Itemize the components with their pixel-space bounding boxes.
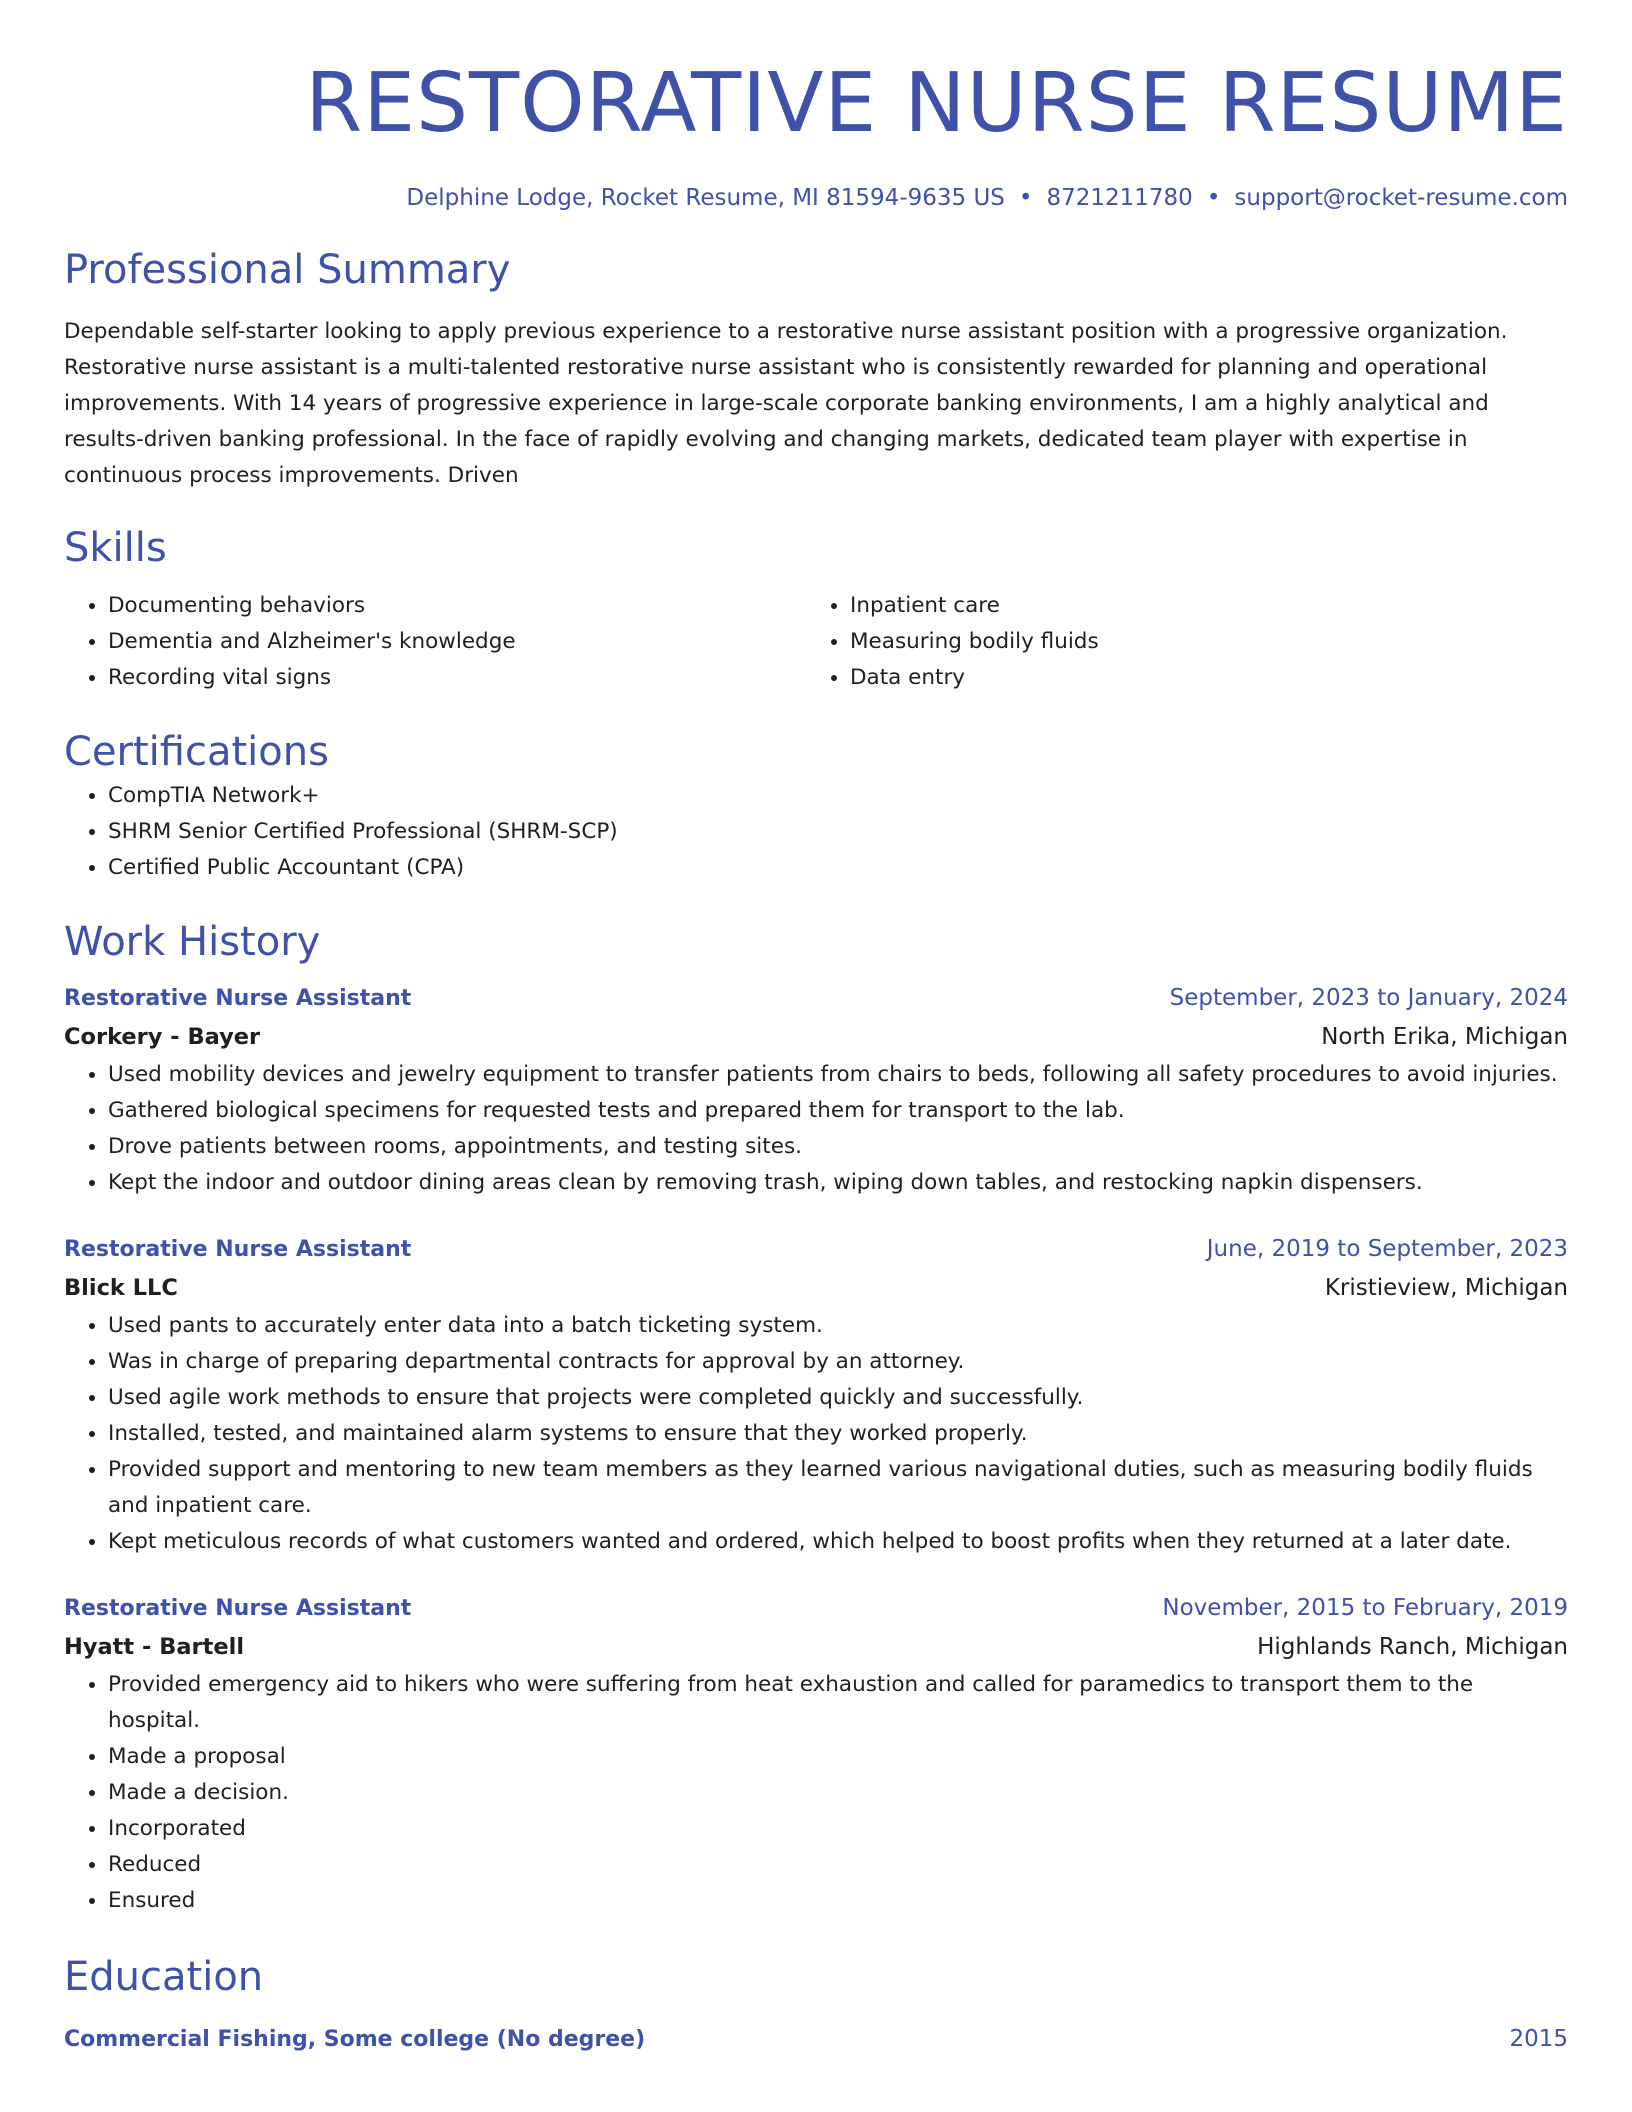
- certification-item: • Certified Public Accountant (CPA): [108, 850, 1568, 886]
- job-bullet: • Kept meticulous records of what customers wanted and ordered, which helped to boost profits when they returned at a later date.: [108, 1524, 1568, 1560]
- job-entry: [64, 1231, 1568, 1560]
- job-bullet: • Used pants to accurately enter data into a batch ticketing system.: [108, 1308, 1568, 1344]
- job-title: Restorative Nurse Assistant: [64, 1596, 412, 1621]
- job-bullet: • Made a proposal: [108, 1739, 1568, 1775]
- job-header-row: [64, 1590, 1568, 1627]
- job-bullet: • Ensured: [108, 1883, 1568, 1919]
- job-company-row: [64, 1627, 1568, 1667]
- job-bullet: • Provided emergency aid to hikers who were suffering from heat exhaustion and called for paramedics to transport them to the hospital.: [108, 1667, 1568, 1739]
- skill-item: • Recording vital signs: [108, 660, 806, 696]
- job-title: Restorative Nurse Assistant: [64, 986, 412, 1011]
- job-header-row: [64, 1231, 1568, 1268]
- skill-item: • Dementia and Alzheimer's knowledge: [108, 624, 806, 660]
- certifications-heading: Certifications: [64, 729, 329, 775]
- job-bullets: [64, 1057, 1568, 1201]
- job-dates: September, 2023 to January, 2024: [1169, 985, 1568, 1011]
- certification-item: • SHRM Senior Certified Professional (SHRM-SCP): [108, 814, 1568, 850]
- job-bullets: [64, 1308, 1568, 1560]
- job-title: Restorative Nurse Assistant: [64, 1237, 412, 1262]
- job-bullet: • Reduced: [108, 1847, 1568, 1883]
- job-bullet: • Incorporated: [108, 1811, 1568, 1847]
- job-location: Kristieview, Michigan: [1324, 1275, 1568, 1301]
- job-location: North Erika, Michigan: [1321, 1024, 1568, 1050]
- skill-item: • Data entry: [850, 660, 1548, 696]
- job-location: Highlands Ranch, Michigan: [1257, 1634, 1568, 1660]
- skills-list-left: [64, 588, 806, 696]
- job-company: Corkery - Bayer: [64, 1024, 261, 1050]
- certification-item: • CompTIA Network+: [108, 778, 1568, 814]
- job-bullet: • Gathered biological specimens for requested tests and prepared them for transport to the lab.: [108, 1093, 1568, 1129]
- job-bullet: • Made a decision.: [108, 1775, 1568, 1811]
- skills-list-right: [806, 588, 1548, 696]
- education-heading: Education: [64, 1954, 264, 2000]
- job-dates: June, 2019 to September, 2023: [1206, 1236, 1568, 1262]
- job-bullet: • Used agile work methods to ensure that projects were completed quickly and successfully.: [108, 1380, 1568, 1416]
- education-degree: Commercial Fishing, Some college (No degree): [64, 2027, 646, 2052]
- contact-email: support@rocket-resume.com: [1234, 185, 1568, 211]
- job-bullet: • Used mobility devices and jewelry equipment to transfer patients from chairs to beds, following all safety procedures to avoid injuries.: [108, 1057, 1568, 1093]
- skill-item: • Inpatient care: [850, 588, 1548, 624]
- job-company: Hyatt - Bartell: [64, 1634, 245, 1660]
- job-header-row: [64, 980, 1568, 1017]
- job-bullet: • Was in charge of preparing departmental contracts for approval by an attorney.: [108, 1344, 1568, 1380]
- summary-text: Dependable self-starter looking to apply previous experience to a restorative nurse assistant position with a progressive organization. Restorative nurse assistant is a multi-talented restorative nurse assistant who is consistently rewarded for planning and operational improvements. With 14 years of progressive experience in large-scale corporate banking environments, I am a highly analytical and results-driven banking professional. In the face of rapidly evolving and changing markets, dedicated team player with expertise in continuous process improvements. Driven: [64, 319, 1508, 488]
- contact-line: [64, 182, 1568, 214]
- job-entry: [64, 1590, 1568, 1919]
- contact-separator: •: [1206, 185, 1221, 211]
- skills-grid: [64, 588, 1568, 696]
- certifications-list: [64, 778, 1568, 886]
- job-company: Blick LLC: [64, 1275, 178, 1301]
- job-bullet: • Kept the indoor and outdoor dining areas clean by removing trash, wiping down tables, and restocking napkin dispensers.: [108, 1165, 1568, 1201]
- job-dates: November, 2015 to February, 2019: [1162, 1595, 1568, 1621]
- contact-address: Delphine Lodge, Rocket Resume, MI 81594-9635 US: [406, 185, 1005, 211]
- resume-title: RESTORATIVE NURSE RESUME: [305, 56, 1568, 151]
- job-entry: [64, 980, 1568, 1201]
- contact-separator: •: [1018, 185, 1033, 211]
- job-bullet: • Provided support and mentoring to new team members as they learned various navigational duties, such as measuring bodily fluids and inpatient care.: [108, 1452, 1568, 1524]
- contact-phone: 8721211780: [1046, 185, 1193, 211]
- resume-page: [64, 0, 1568, 2058]
- job-company-row: [64, 1017, 1568, 1057]
- skills-heading: Skills: [64, 525, 167, 571]
- summary-heading: Professional Summary: [64, 247, 511, 293]
- job-bullet: • Drove patients between rooms, appointments, and testing sites.: [108, 1129, 1568, 1165]
- skill-item: • Documenting behaviors: [108, 588, 806, 624]
- skill-item: • Measuring bodily fluids: [850, 624, 1548, 660]
- education-year: 2015: [1509, 2026, 1568, 2052]
- education-row: [64, 2021, 1568, 2058]
- work-history-heading: Work History: [64, 919, 321, 965]
- job-company-row: [64, 1268, 1568, 1308]
- job-bullets: [64, 1667, 1568, 1919]
- job-bullet: • Installed, tested, and maintained alarm systems to ensure that they worked properly.: [108, 1416, 1568, 1452]
